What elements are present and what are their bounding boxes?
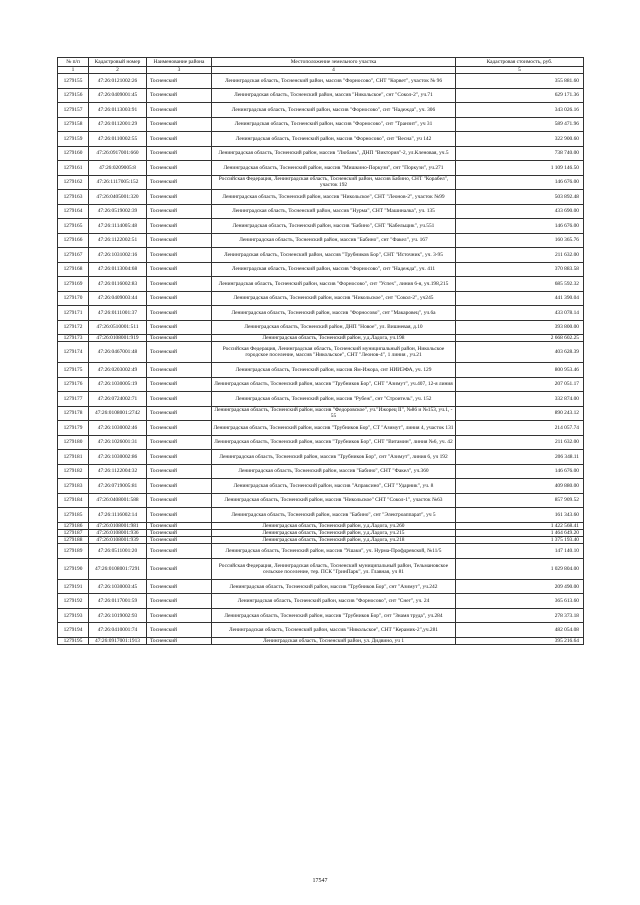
district-name-cell: Тосненский [147, 204, 212, 219]
cadastral-number-cell: 47:26:0209005:8 [89, 161, 147, 176]
row-number-cell: 1279167 [58, 248, 89, 263]
row-number-cell: 1279172 [58, 320, 89, 335]
row-number-cell: 1279163 [58, 190, 89, 205]
header-number-2: 2 [89, 67, 147, 74]
location-cell: Ленинградская область, Тосненский район, массив "Рубеж", снт "Строитель", уч. 152 [212, 392, 456, 407]
cadastral-value-cell: 589 471.96 [456, 117, 584, 132]
cadastral-value-cell: 403 628.39 [456, 342, 584, 363]
table-row [58, 363, 584, 378]
row-number-cell: 1279162 [58, 175, 89, 190]
location-cell: Ленинградская область, Тосненский район, массив "Форносово", снт "Макаровец", уч.6а [212, 306, 456, 321]
cadastral-number-cell: 47:26:0110002:55 [89, 132, 147, 147]
cadastral-value-cell: 207 051.17 [456, 377, 584, 392]
cadastral-value-cell: 433 078.14 [456, 306, 584, 321]
cadastral-number-cell: 47:26:0108001:7291 [89, 558, 147, 579]
cadastral-number-cell: 47:26:1030005:19 [89, 377, 147, 392]
location-cell: Ленинградская область, Тосненский район, массив "Нурма", СНТ "Машиналка", уч. 135 [212, 204, 456, 219]
district-name-cell: Тосненский [147, 306, 212, 321]
table-row [58, 320, 584, 335]
district-name-cell: Тосненский [147, 103, 212, 118]
row-number-cell: 1279181 [58, 450, 89, 465]
cadastral-value-cell: 395 216.64 [456, 637, 584, 644]
table-row [58, 262, 584, 277]
row-number-cell: 1279173 [58, 335, 89, 342]
cadastral-number-cell: 47:26:0111001:37 [89, 306, 147, 321]
row-number-cell: 1279174 [58, 342, 89, 363]
row-number-cell: 1279184 [58, 493, 89, 508]
cadastral-number-cell: 47:26:0203002:49 [89, 363, 147, 378]
table-row [58, 248, 584, 263]
cadastral-number-cell: 47:26:1026001:31 [89, 435, 147, 450]
cadastral-value-cell: 209 490.00 [456, 579, 584, 594]
row-number-cell: 1279187 [58, 529, 89, 536]
row-number-cell: 1279183 [58, 479, 89, 494]
district-name-cell: Тосненский [147, 161, 212, 176]
location-cell: Ленинградская область, Тосненский район, массив "Мишкино-Поркузи", снт "Поркузи", уч.271 [212, 161, 456, 176]
table-body [58, 74, 584, 645]
table-row [58, 558, 584, 579]
cadastral-value-cell: 409 880.00 [456, 479, 584, 494]
row-number-cell: 1279195 [58, 637, 89, 644]
district-name-cell: Тосненский [147, 74, 212, 89]
row-number-cell: 1279159 [58, 132, 89, 147]
cadastral-value-cell: 147 140.10 [456, 544, 584, 559]
location-cell: Российская Федерация, Ленинградская область, Тосненский муниципальный район, Тельмановское сельское поселение, тер. ПСК "ГринПарк", ул. Главная, уч 81 [212, 558, 456, 579]
page-number: 17547 [312, 878, 328, 884]
cadastral-value-cell: 738 740.00 [456, 146, 584, 161]
cadastral-value-cell: 1 375 193.40 [456, 537, 584, 544]
cadastral-value-cell: 161 343.60 [456, 508, 584, 523]
cadastral-value-cell: 1 464 649.20 [456, 529, 584, 536]
row-number-cell: 1279177 [58, 392, 89, 407]
location-cell: Ленинградская область, Тосненский район, массив "Бабино", СНТ "Кабельщик", уч.551 [212, 219, 456, 234]
location-cell: Ленинградская область, Тосненский район, массив "Трубников Бор", СТ "Азимут", линия 4, участок 131 [212, 421, 456, 436]
location-cell: Ленинградская область, Тосненский район, массив Ям-Ижора, снт НИИЭФА, уч. 129 [212, 363, 456, 378]
cadastral-number-cell: 47:26:0121002:26 [89, 74, 147, 89]
row-number-cell: 1279170 [58, 291, 89, 306]
row-number-cell: 1279164 [58, 204, 89, 219]
district-name-cell: Тосненский [147, 88, 212, 103]
district-name-cell: Тосненский [147, 363, 212, 378]
row-number-cell: 1279192 [58, 594, 89, 609]
cadastral-value-cell: 800 953.46 [456, 363, 584, 378]
table-row [58, 117, 584, 132]
cadastral-value-cell: 278 373.18 [456, 608, 584, 623]
row-number-cell: 1279157 [58, 103, 89, 118]
location-cell: Ленинградская область, Тосненский район, массив "Никольское", СНТ "Леонов-2", участок №99 [212, 190, 456, 205]
cadastral-value-cell: 322 900.60 [456, 132, 584, 147]
header-number-4: 4 [212, 67, 456, 74]
district-name-cell: Тосненский [147, 233, 212, 248]
table-row [58, 392, 584, 407]
row-number-cell: 1279155 [58, 74, 89, 89]
row-number-cell: 1279190 [58, 558, 89, 579]
table-row [58, 479, 584, 494]
table-row [58, 175, 584, 190]
row-number-cell: 1279156 [58, 88, 89, 103]
location-cell: Ленинградская область, Тосненский район, массив "Любань", ДНП "Виктория"-2, ул.Кленовая, уч.5 [212, 146, 456, 161]
header-location: Местоположение земельного участка [212, 58, 456, 67]
table-row [58, 146, 584, 161]
cadastral-value-table-container [57, 57, 583, 645]
district-name-cell: Тосненский [147, 117, 212, 132]
district-name-cell: Тосненский [147, 190, 212, 205]
location-cell: Ленинградская область, Тосненский район, массив "Бабино", снт "Факел", уч. 167 [212, 233, 456, 248]
row-number-cell: 1279169 [58, 277, 89, 292]
district-name-cell: Тосненский [147, 219, 212, 234]
district-name-cell: Тосненский [147, 558, 212, 579]
cadastral-number-cell: 47:26:0409001:45 [89, 88, 147, 103]
cadastral-number-cell: 47:26:0410001:74 [89, 623, 147, 638]
district-name-cell: Тосненский [147, 608, 212, 623]
district-name-cell: Тосненский [147, 377, 212, 392]
table-row [58, 421, 584, 436]
cadastral-value-cell: 146 676.00 [456, 219, 584, 234]
cadastral-value-cell: 211 632.00 [456, 248, 584, 263]
table-row [58, 522, 584, 529]
row-number-cell: 1279165 [58, 219, 89, 234]
district-name-cell: Тосненский [147, 435, 212, 450]
table-row [58, 544, 584, 559]
header-row [58, 58, 584, 67]
row-number-cell: 1279161 [58, 161, 89, 176]
district-name-cell: Тосненский [147, 522, 212, 529]
cadastral-number-cell: 47:26:0917001:1913 [89, 637, 147, 644]
row-number-cell: 1279158 [58, 117, 89, 132]
district-name-cell: Тосненский [147, 342, 212, 363]
cadastral-number-cell: 47:26:0108001:939 [89, 537, 147, 544]
header-cadastral-number: Кадастровый номер [89, 58, 147, 67]
table-row [58, 342, 584, 363]
table-row [58, 623, 584, 638]
table-row [58, 594, 584, 609]
location-cell: Ленинградская область, Тосненский район, массив "Форносово", снт "Весна", уч 142 [212, 132, 456, 147]
cadastral-number-cell: 47:26:1031002:16 [89, 248, 147, 263]
cadastral-value-cell: 332 874.00 [456, 392, 584, 407]
location-cell: Ленинградская область, Тосненский район, массив "Никольское", снт "Сокол-2", уч245 [212, 291, 456, 306]
cadastral-number-cell: 47:26:0116002:83 [89, 277, 147, 292]
district-name-cell: Тосненский [147, 262, 212, 277]
table-row [58, 493, 584, 508]
location-cell: Российская Федерация, Ленинградская область, Тосненский муниципальный район, Никольское городское поселение, массив "Никольское", СНТ "Леонов-4", 1 линия , уч.21 [212, 342, 456, 363]
cadastral-number-cell: 47:26:0409003:44 [89, 291, 147, 306]
table-row [58, 537, 584, 544]
location-cell: Ленинградская область, Тосненский район, массив "Никольское", снт "Сокол-2", уч.71 [212, 88, 456, 103]
location-cell: Ленинградская область, Тосненский район, массив "Бабино", снт "Электроаппарат", уч 5 [212, 508, 456, 523]
row-number-cell: 1279160 [58, 146, 89, 161]
cadastral-number-cell: 47:26:0108001:919 [89, 335, 147, 342]
table-row [58, 161, 584, 176]
location-cell: Ленинградская область, Тосненский район, ул. Дидвино, уч 1 [212, 637, 456, 644]
table-row [58, 204, 584, 219]
cadastral-number-cell: 47:26:1122004:32 [89, 464, 147, 479]
location-cell: Ленинградская область, Тосненский район, массив "Трубников Бор", СНТ "Азимут", уч.407, 12-я линия [212, 377, 456, 392]
cadastral-number-cell: 47:26:1030002:46 [89, 421, 147, 436]
cadastral-value-cell: 365 613.60 [456, 594, 584, 609]
row-number-cell: 1279188 [58, 537, 89, 544]
location-cell: Ленинградская область, Тосненский район, у.д.Ладога, уч.215 [212, 529, 456, 536]
row-number-cell: 1279186 [58, 522, 89, 529]
location-cell: Ленинградская область, Тосненский район, у.д.Ладога, уч.198 [212, 335, 456, 342]
cadastral-number-cell: 47:26:0719005:81 [89, 479, 147, 494]
table-row [58, 464, 584, 479]
district-name-cell: Тосненский [147, 508, 212, 523]
cadastral-value-cell: 355 881.60 [456, 74, 584, 89]
cadastral-value-table [57, 57, 584, 645]
cadastral-value-cell: 629 171.36 [456, 88, 584, 103]
table-row [58, 306, 584, 321]
cadastral-number-cell: 47:26:0113003:91 [89, 103, 147, 118]
row-number-cell: 1279185 [58, 508, 89, 523]
table-row [58, 508, 584, 523]
cadastral-number-cell: 47:26:0511001:20 [89, 544, 147, 559]
cadastral-value-cell: 1 422 568.41 [456, 522, 584, 529]
district-name-cell: Тосненский [147, 579, 212, 594]
row-number-cell: 1279178 [58, 406, 89, 421]
table-row [58, 450, 584, 465]
district-name-cell: Тосненский [147, 537, 212, 544]
district-name-cell: Тосненский [147, 450, 212, 465]
row-number-cell: 1279194 [58, 623, 89, 638]
cadastral-value-cell: 2 668 602.25 [456, 335, 584, 342]
district-name-cell: Тосненский [147, 529, 212, 536]
district-name-cell: Тосненский [147, 132, 212, 147]
cadastral-number-cell: 47:26:0108001:981 [89, 522, 147, 529]
district-name-cell: Тосненский [147, 175, 212, 190]
cadastral-value-cell: 214 057.74 [456, 421, 584, 436]
district-name-cell: Тосненский [147, 594, 212, 609]
table-row [58, 377, 584, 392]
cadastral-value-cell: 503 892.48 [456, 190, 584, 205]
district-name-cell: Тосненский [147, 146, 212, 161]
row-number-cell: 1279182 [58, 464, 89, 479]
location-cell: Ленинградская область, Тосненский район, массив "Форносово", снт "Надежда", уч. 411 [212, 262, 456, 277]
district-name-cell: Тосненский [147, 637, 212, 644]
cadastral-number-cell: 47:26:0408001:588 [89, 493, 147, 508]
location-cell: Ленинградская область, Тосненский район, массив "Форносово", снт "Снег", уч. 24 [212, 594, 456, 609]
location-cell: Ленинградская область, Тосненский район, массив "Форносово", снт "Транзит", уч 31 [212, 117, 456, 132]
location-cell: Ленинградская область, Тосненский район, массив "Федоровское", уч."Ижорец II", №86 и №153, уч.1, - 55 [212, 406, 456, 421]
cadastral-number-cell: 47:26:0724002:71 [89, 392, 147, 407]
cadastral-number-cell: 47:26:0113004:68 [89, 262, 147, 277]
cadastral-number-cell: 47:26:0467001:48 [89, 342, 147, 363]
table-row [58, 406, 584, 421]
district-name-cell: Тосненский [147, 291, 212, 306]
cadastral-number-cell: 47:26:1019002:93 [89, 608, 147, 623]
table-row [58, 219, 584, 234]
table-row [58, 579, 584, 594]
location-cell: Ленинградская область, Тосненский район, массив "Ушаки", уч. Нурма-Профдревской, №11/5 [212, 544, 456, 559]
table-row [58, 608, 584, 623]
cadastral-value-cell: 160 365.76 [456, 233, 584, 248]
cadastral-number-cell: 47:26:0510001:511 [89, 320, 147, 335]
district-name-cell: Тосненский [147, 464, 212, 479]
location-cell: Ленинградская область, Тосненский район, массив "Трубников Бор", СНТ "Источник", уч. 3-95 [212, 248, 456, 263]
header-cadastral-value: Кадастровая стоимость, руб. [456, 58, 584, 67]
cadastral-value-cell: 1 029 804.00 [456, 558, 584, 579]
district-name-cell: Тосненский [147, 406, 212, 421]
table-row [58, 435, 584, 450]
header-district-name: Наименование района [147, 58, 212, 67]
cadastral-value-cell: 890 243.12 [456, 406, 584, 421]
table-row [58, 74, 584, 89]
cadastral-value-cell: 1 109 146.50 [456, 161, 584, 176]
header-number-5: 5 [456, 67, 584, 74]
district-name-cell: Тосненский [147, 335, 212, 342]
cadastral-number-cell: 47:26:1122002:51 [89, 233, 147, 248]
location-cell: Ленинградская область, Тосненский район, массив "Форносово", СНТ "Корвет", участок № 96 [212, 74, 456, 89]
location-cell: Ленинградская область, Тосненский район, у.д.Ладога, уч.218 [212, 537, 456, 544]
header-row-number: № п/п [58, 58, 89, 67]
district-name-cell: Тосненский [147, 320, 212, 335]
row-number-cell: 1279189 [58, 544, 89, 559]
location-cell: Ленинградская область, Тосненский район, массив "Форносово", снт "Надежда", уч. 306 [212, 103, 456, 118]
location-cell: Ленинградская область, Тосненский район, массив "Бабино", СНТ "Факел", уч.360 [212, 464, 456, 479]
cadastral-value-cell: 685 592.32 [456, 277, 584, 292]
cadastral-number-cell: 47:26:0519002:39 [89, 204, 147, 219]
district-name-cell: Тосненский [147, 623, 212, 638]
table-row [58, 103, 584, 118]
cadastral-value-cell: 441 390.04 [456, 291, 584, 306]
row-number-cell: 1279180 [58, 435, 89, 450]
table-row [58, 132, 584, 147]
cadastral-value-cell: 206 348.11 [456, 450, 584, 465]
district-name-cell: Тосненский [147, 421, 212, 436]
location-cell: Ленинградская область, Тосненский район, массив "Апраксино", СНТ "Ударник", уч. 8 [212, 479, 456, 494]
location-cell: Ленинградская область, Тосненский район, массив "Трубников Бор", снт "Знамя труда", уч.284 [212, 608, 456, 623]
district-name-cell: Тосненский [147, 493, 212, 508]
cadastral-number-cell: 47:26:0917001:660 [89, 146, 147, 161]
cadastral-number-cell: 47:26:1030002:86 [89, 450, 147, 465]
location-cell: Ленинградская область, Тосненский район, массив "Трубников Бор", СНТ "Витамин", линия №6, уч. 42 [212, 435, 456, 450]
cadastral-number-cell: 47:26:1030003:45 [89, 579, 147, 594]
location-cell: Ленинградская область, Тосненский район, массив "Трубников Бор", снт "Азимут", уч.242 [212, 579, 456, 594]
location-cell: Ленинградская область, Тосненский район, массив "Форносово", снт "Успех", линия 6-я, уч.198,215 [212, 277, 456, 292]
cadastral-value-cell: 211 632.00 [456, 435, 584, 450]
cadastral-number-cell: 47:26:1116002:14 [89, 508, 147, 523]
row-number-cell: 1279176 [58, 377, 89, 392]
district-name-cell: Тосненский [147, 544, 212, 559]
header-number-row [58, 67, 584, 74]
table-row [58, 637, 584, 644]
table-row [58, 277, 584, 292]
cadastral-value-cell: 433 690.00 [456, 204, 584, 219]
district-name-cell: Тосненский [147, 277, 212, 292]
cadastral-value-cell: 393 800.00 [456, 320, 584, 335]
district-name-cell: Тосненский [147, 392, 212, 407]
header-number-1: 1 [58, 67, 89, 74]
location-cell: Ленинградская область, Тосненский район, у.д.Ладога, уч.260 [212, 522, 456, 529]
cadastral-number-cell: 47:26:0108001:2742 [89, 406, 147, 421]
row-number-cell: 1279179 [58, 421, 89, 436]
district-name-cell: Тосненский [147, 248, 212, 263]
cadastral-value-cell: 343 026.16 [456, 103, 584, 118]
cadastral-value-cell: 370 883.58 [456, 262, 584, 277]
row-number-cell: 1279175 [58, 363, 89, 378]
table-row [58, 529, 584, 536]
row-number-cell: 1279166 [58, 233, 89, 248]
cadastral-value-cell: 146 676.00 [456, 175, 584, 190]
table-row [58, 88, 584, 103]
row-number-cell: 1279171 [58, 306, 89, 321]
table-row [58, 233, 584, 248]
row-number-cell: 1279168 [58, 262, 89, 277]
table-row [58, 190, 584, 205]
cadastral-number-cell: 47:26:0112001:29 [89, 117, 147, 132]
table-row [58, 335, 584, 342]
location-cell: Ленинградская область, Тосненский район, ДНП "Новое", ул. Вишневая, д.10 [212, 320, 456, 335]
row-number-cell: 1279193 [58, 608, 89, 623]
location-cell: Российская Федерация, Ленинградская область, Тосненский район, массив Бабино, СНТ "Корабел", участок 192 [212, 175, 456, 190]
district-name-cell: Тосненский [147, 479, 212, 494]
location-cell: Ленинградская область, Тосненский район, массив "Трубников Бор", снт "Азимут", линия 6, уч 192 [212, 450, 456, 465]
cadastral-value-cell: 146 676.00 [456, 464, 584, 479]
cadastral-number-cell: 47:26:0405001:320 [89, 190, 147, 205]
location-cell: Ленинградская область, Тосненский район, массив "Никольское", СНТ "Керамик-2",уч.281 [212, 623, 456, 638]
cadastral-number-cell: 47:26:0108001:936 [89, 529, 147, 536]
cadastral-number-cell: 47:26:1117005:152 [89, 175, 147, 190]
cadastral-number-cell: 47:26:1114005:48 [89, 219, 147, 234]
table-row [58, 291, 584, 306]
location-cell: Ленинградская область, Тосненский район, массив "Никольское" СНТ "Сокол-1", участок №63 [212, 493, 456, 508]
row-number-cell: 1279191 [58, 579, 89, 594]
cadastral-value-cell: 857 909.52 [456, 493, 584, 508]
cadastral-value-cell: 482 054.08 [456, 623, 584, 638]
cadastral-number-cell: 47:26:0117001:59 [89, 594, 147, 609]
header-number-3: 3 [147, 67, 212, 74]
